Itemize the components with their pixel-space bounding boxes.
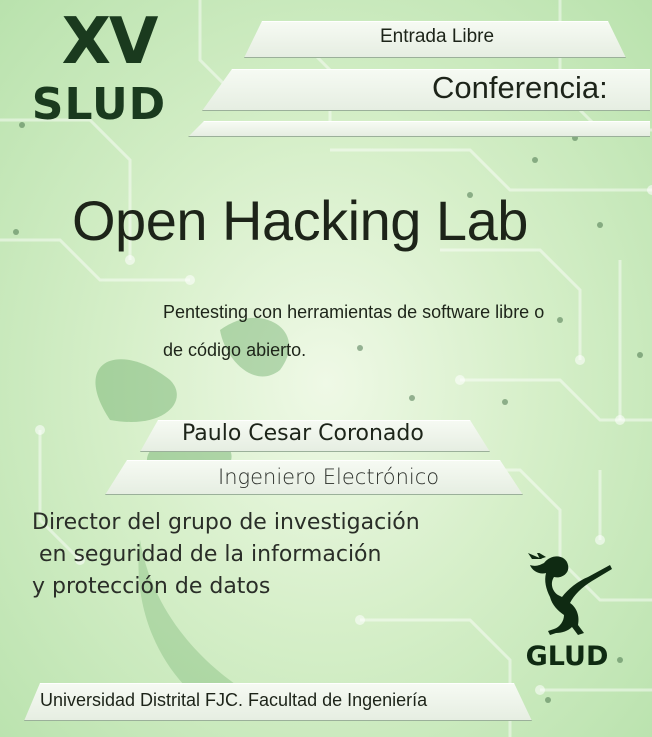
group-logo-label: GLUD bbox=[525, 641, 609, 672]
speaker-name: Paulo Cesar Coronado bbox=[182, 421, 424, 446]
event-logo-name: SLUD bbox=[31, 79, 167, 130]
talk-subtitle-line1: Pentesting con herramientas de software libre o bbox=[163, 302, 545, 322]
entrance-label: Entrada Libre bbox=[380, 26, 495, 47]
speaker-bio-line1: Director del grupo de investigación bbox=[32, 510, 420, 535]
footer-institution: Universidad Distrital FJC. Facultad de Ingeniería bbox=[40, 690, 428, 710]
speaker-profession: Ingeniero Electrónico bbox=[218, 465, 440, 489]
event-logo-number: XV bbox=[61, 5, 157, 79]
talk-title: Open Hacking Lab bbox=[72, 189, 528, 252]
conference-label: Conferencia: bbox=[432, 70, 608, 105]
kokopelli-flute-player-icon bbox=[522, 553, 618, 637]
speaker-bio-line3: y protección de datos bbox=[32, 574, 271, 599]
talk-subtitle-line2: de código abierto. bbox=[163, 340, 307, 360]
banner-decorative bbox=[188, 121, 650, 137]
speaker-bio-line2: en seguridad de la información bbox=[32, 542, 382, 567]
